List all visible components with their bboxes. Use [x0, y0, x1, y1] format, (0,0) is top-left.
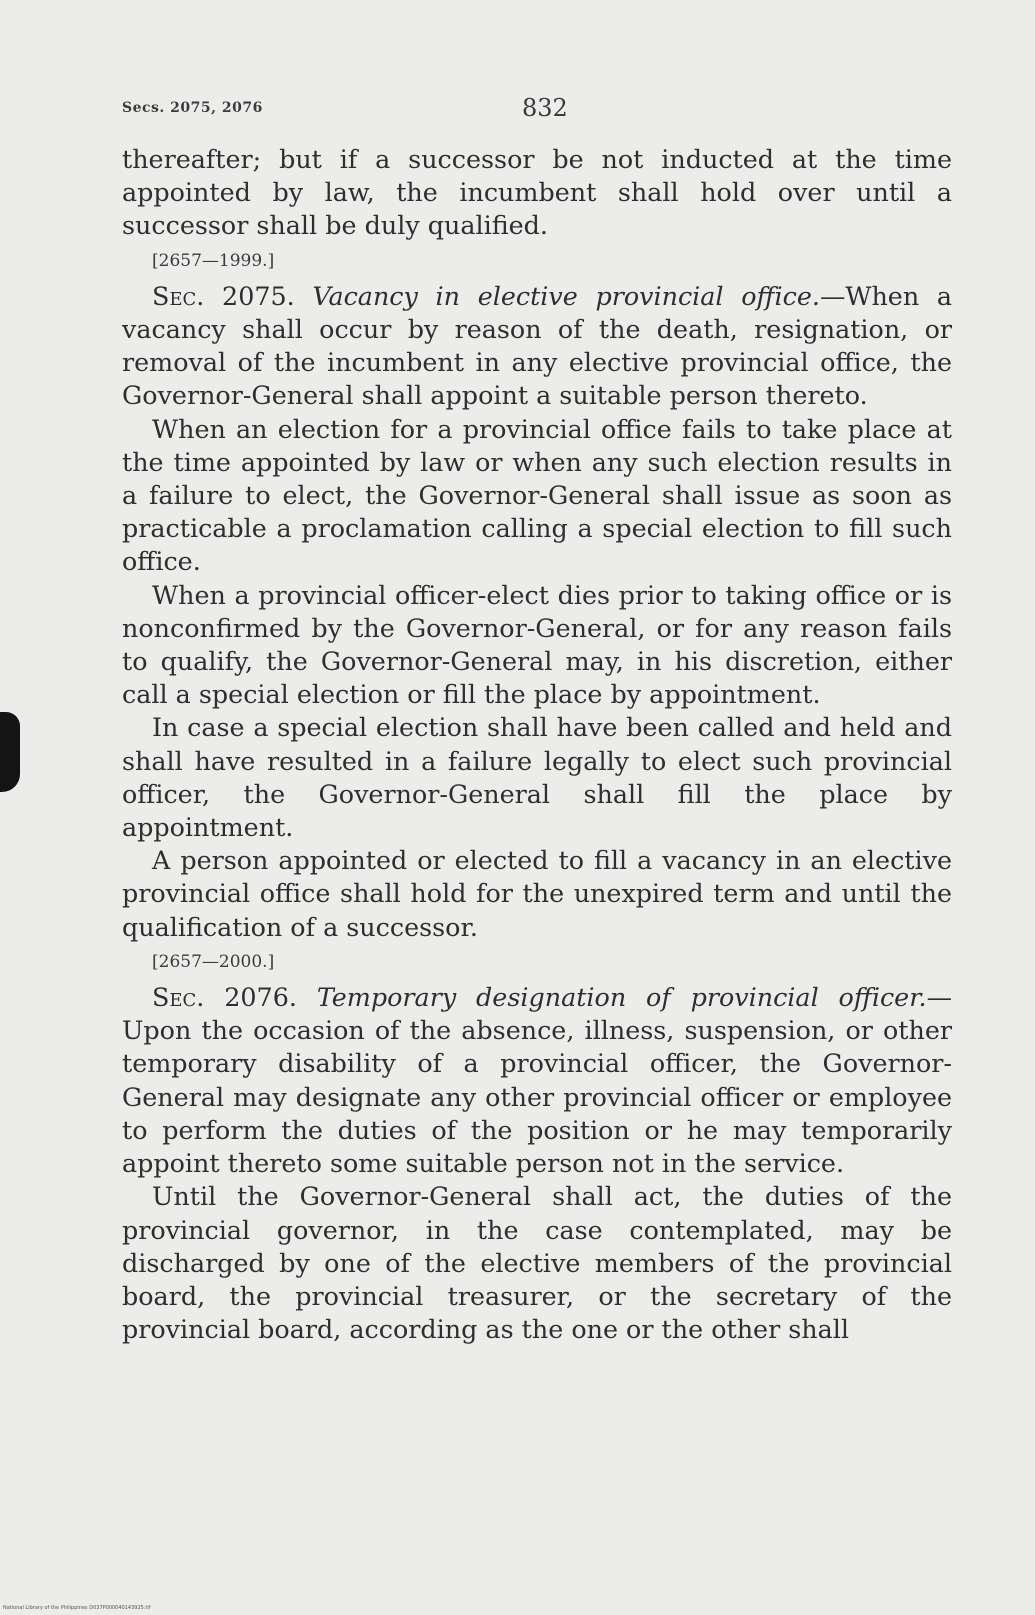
scan-credit: National Library of the Philippines D037P000040143925.tif: [3, 1605, 151, 1611]
paragraph: Until the Governor-General shall act, the duties of the provincial governor, in the case contemplated, may be discharged by one of the elective members of the provincial board, the provincial treasurer, or the secretary of the provincial board, according as the one or the other shall: [122, 1181, 952, 1345]
page-number: 832: [522, 94, 568, 122]
paragraph-continuation: thereafter; but if a successor be not inducted at the time appointed by law, the incumbent shall hold over until a successor shall be duly qualified.: [122, 144, 952, 241]
paragraph: When a provincial officer-elect dies prior to taking office or is nonconfirmed by the Governor-General, or for any reason fails to qualify, the Governor-General may, in his discretion, either call a special election or fill the place by appointment.: [122, 579, 952, 710]
section-number: Sec. 2075.: [152, 280, 295, 311]
section-title: Temporary designation of provincial officer.: [316, 982, 927, 1013]
reference-note: [2657—1999.]: [152, 250, 275, 271]
running-head-sections: Secs. 2075, 2076: [122, 100, 263, 116]
section-2076-paragraph: [122, 981, 952, 1180]
section-2075-paragraph: [122, 280, 952, 413]
section-number: Sec. 2076.: [152, 982, 297, 1013]
scan-edge-mark: [0, 712, 20, 792]
paragraph: In case a special election shall have been called and held and shall have resulted in a failure legally to elect such provincial officer, the Governor-General shall fill the place by appointment.: [122, 712, 952, 843]
section-title: Vacancy in elective provincial office.: [312, 280, 820, 311]
reference-note: [2657—2000.]: [152, 951, 275, 972]
paragraph: When an election for a provincial office fails to take place at the time appointed by law or when any such election results in a failure to elect, the Governor-General shall issue as soon as practicable a proclamation calling a special election to fill such office.: [122, 413, 952, 577]
section-text: —When a vacancy shall occur by reason of the death, resignation, or removal of the incumbent in any elective provincial office, the Governor-General shall appoint a suitable person thereto.: [122, 280, 952, 411]
page-header: [122, 94, 952, 124]
page-body: [122, 143, 952, 1346]
paragraph: A person appointed or elected to fill a vacancy in an elective provincial office shall hold for the unexpired term and until the qualification of a successor.: [122, 845, 952, 942]
section-text: — Upon the occasion of the absence, illness, suspension, or other temporary disability of a provincial officer, the Governor-General may designate any other provincial officer or employee to perform the duties of the position or he may temporarily appoint thereto some suitable person not in the service.: [122, 982, 953, 1179]
